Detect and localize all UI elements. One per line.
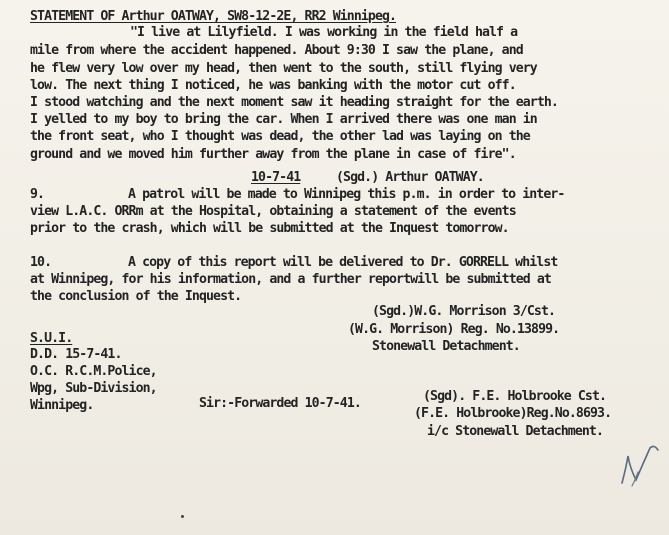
statement-line: he flew very low over my head, then went to the south, still flying very xyxy=(30,61,537,76)
paragraph-9-line: view L.A.C. ORRm at the Hospital, obtaining a statement of the events xyxy=(30,204,516,219)
morrison-signature-line: (Sgd.)W.G. Morrison 3/Cst. xyxy=(372,304,556,319)
statement-line: the front seat, who I thought was dead, the other lad was laying on the xyxy=(30,129,530,144)
statement-line: I stood watching and the next moment saw it heading straight for the earth. xyxy=(30,95,558,110)
paragraph-9-line: prior to the crash, which will be submitted at the Inquest tomorrow. xyxy=(30,221,509,236)
paragraph-10-line: at Winnipeg, for his information, and a further reportwill be submitted at xyxy=(30,272,551,287)
morrison-signature-line: (W.G. Morrison) Reg. No.13899. xyxy=(348,322,560,337)
paragraph-10-number: 10. xyxy=(30,255,52,270)
holbrooke-signature-line: (Sgd). F.E. Holbrooke Cst. xyxy=(423,389,607,404)
routing-line: O.C. R.C.M.Police, xyxy=(30,364,157,379)
stray-mark xyxy=(181,515,184,518)
paragraph-9-line: A patrol will be made to Winnipeg this p.m. in order to inter- xyxy=(128,187,565,202)
routing-line: D.D. 15-7-41. xyxy=(30,347,122,362)
holbrooke-signature-line: i/c Stonewall Detachment. xyxy=(427,424,603,439)
paragraph-10-line: A copy of this report will be delivered to Dr. GORRELL whilst xyxy=(128,255,558,270)
statement-line: "I live at Lilyfield. I was working in the field half a xyxy=(130,25,518,40)
sui-marking: S.U.I. xyxy=(30,331,73,346)
statement-date: 10-7-41 xyxy=(251,170,301,185)
statement-heading: STATEMENT OF Arthur OATWAY, SW8-12-2E, RR2 Winnipeg. xyxy=(30,9,397,24)
statement-signature: (Sgd.) Arthur OATWAY. xyxy=(336,170,484,185)
routing-line: Wpg, Sub-Division, xyxy=(30,381,157,396)
statement-line: mile from where the accident happened. About 9:30 I saw the plane, and xyxy=(30,43,523,58)
handwritten-mark xyxy=(612,438,669,498)
paragraph-9-number: 9. xyxy=(30,187,45,202)
paragraph-10-line: the conclusion of the Inquest. xyxy=(30,289,242,304)
routing-line: Winnipeg. xyxy=(30,398,94,413)
statement-line: ground and we moved him further away from the plane in case of fire". xyxy=(30,147,516,162)
forwarded-note: Sir:-Forwarded 10-7-41. xyxy=(199,396,361,411)
statement-line: low. The next thing I noticed, he was banking with the motor cut off. xyxy=(30,78,516,93)
holbrooke-signature-line: (F.E. Holbrooke)Reg.No.8693. xyxy=(414,406,612,421)
statement-line: I yelled to my boy to bring the car. When I arrived there was one man in xyxy=(30,112,537,127)
morrison-signature-line: Stonewall Detachment. xyxy=(372,339,520,354)
